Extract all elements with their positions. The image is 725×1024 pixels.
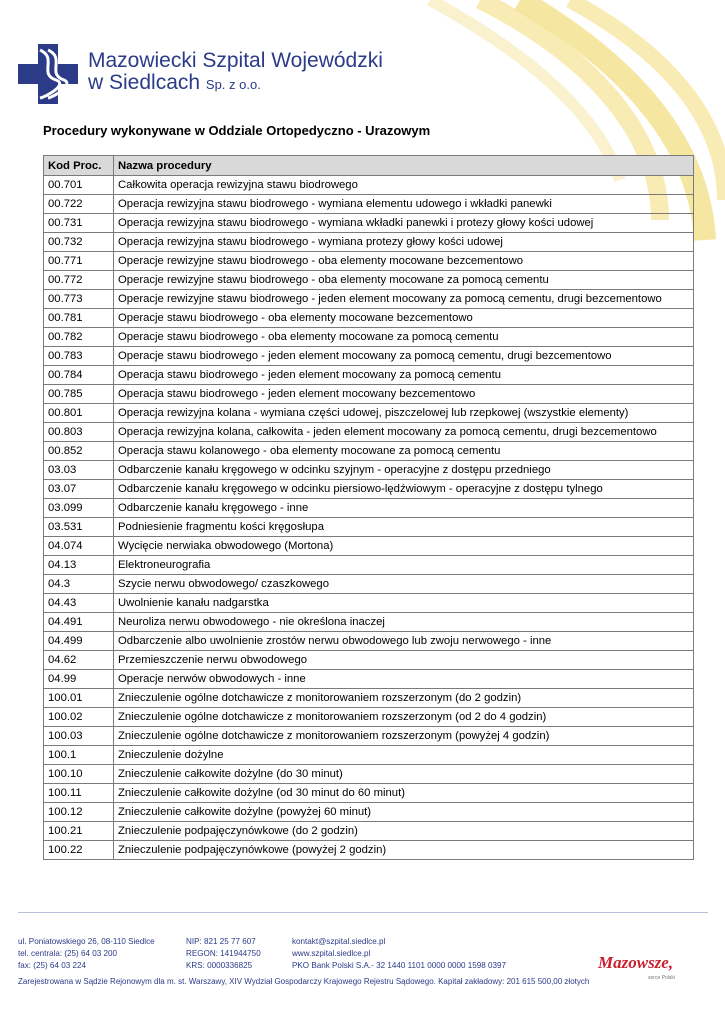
procedure-name: Operacja stawu biodrowego - jeden element mocowany za pomocą cementu (114, 366, 694, 385)
procedure-name: Odbarczenie kanału kręgowego w odcinku szyjnym - operacyjne z dostępu przedniego (114, 461, 694, 480)
procedure-code: 04.62 (44, 651, 114, 670)
procedure-name: Operacja stawu biodrowego - jeden element mocowany bezcementowo (114, 385, 694, 404)
procedure-name: Wycięcie nerwiaka obwodowego (Mortona) (114, 537, 694, 556)
table-header-row (44, 156, 694, 176)
table-row (44, 309, 694, 328)
procedure-code: 03.099 (44, 499, 114, 518)
procedure-code: 00.771 (44, 252, 114, 271)
procedure-name: Operacje nerwów obwodowych - inne (114, 670, 694, 689)
procedure-name: Operacja rewizyjna stawu biodrowego - wymiana elementu udowego i wkładki panewki (114, 195, 694, 214)
table-row (44, 651, 694, 670)
procedure-code: 100.1 (44, 746, 114, 765)
mazowsze-logo-tagline: serce Polski (648, 975, 675, 981)
footer-krs: KRS: 0000336825 (186, 961, 253, 970)
table-row (44, 423, 694, 442)
procedure-code: 04.074 (44, 537, 114, 556)
procedure-code: 100.02 (44, 708, 114, 727)
footer-fax: fax: (25) 64 03 224 (18, 961, 86, 970)
procedure-code: 00.722 (44, 195, 114, 214)
procedure-code: 00.773 (44, 290, 114, 309)
table-row (44, 176, 694, 195)
table-row (44, 518, 694, 537)
procedure-code: 100.03 (44, 727, 114, 746)
procedure-code: 00.782 (44, 328, 114, 347)
footer-bank: PKO Bank Polski S.A.- 32 1440 1101 0000 0000 1598 0397 (292, 961, 507, 970)
procedure-name: Odbarczenie kanału kręgowego w odcinku piersiowo-lędźwiowym - operacyjne z dostępu tylnego (114, 480, 694, 499)
table-row (44, 689, 694, 708)
procedure-name: Operacja rewizyjna stawu biodrowego - wymiana wkładki panewki i protezy głowy kości udowej (114, 214, 694, 233)
procedure-code: 100.22 (44, 841, 114, 860)
table-row (44, 442, 694, 461)
procedure-name: Neuroliza nerwu obwodowego - nie określona inaczej (114, 613, 694, 632)
procedure-code: 100.11 (44, 784, 114, 803)
table-row (44, 214, 694, 233)
document-title: Procedury wykonywane w Oddziale Ortopedyczno - Urazowym (43, 123, 431, 138)
footer-website[interactable]: www.szpital.siedlce.pl (292, 949, 371, 958)
procedure-name: Operacje rewizyjne stawu biodrowego - jeden element mocowany za pomocą cementu, drugi bezcementowo (114, 290, 694, 309)
procedure-code: 04.13 (44, 556, 114, 575)
procedure-name: Operacja rewizyjna kolana - wymiana części udowej, piszczelowej lub rzepkowej (wszystkie elementy) (114, 404, 694, 423)
table-row (44, 822, 694, 841)
hospital-logo-icon (18, 44, 78, 104)
table-row (44, 632, 694, 651)
table-row (44, 670, 694, 689)
procedure-name: Całkowita operacja rewizyjna stawu biodrowego (114, 176, 694, 195)
procedure-name: Operacje rewizyjne stawu biodrowego - oba elementy mocowane bezcementowo (114, 252, 694, 271)
table-row (44, 499, 694, 518)
procedure-code: 00.784 (44, 366, 114, 385)
procedure-name: Odbarczenie albo uwolnienie zrostów nerwu obwodowego lub zwoju nerwowego - inne (114, 632, 694, 651)
table-row (44, 708, 694, 727)
header (18, 40, 468, 110)
procedure-code: 00.801 (44, 404, 114, 423)
table-row (44, 594, 694, 613)
mazowsze-logo: Mazowsze, (598, 953, 674, 972)
organization-name-line2: w Siedlcach (88, 71, 201, 94)
table-row (44, 746, 694, 765)
procedure-code: 04.99 (44, 670, 114, 689)
footer-nip: NIP: 821 25 77 607 (186, 937, 256, 946)
procedure-name: Znieczulenie ogólne dotchawicze z monitorowaniem rozszerzonym (od 2 do 4 godzin) (114, 708, 694, 727)
table-row (44, 290, 694, 309)
table-row (44, 252, 694, 271)
table-row (44, 328, 694, 347)
procedure-code: 00.783 (44, 347, 114, 366)
procedure-name: Elektroneurografia (114, 556, 694, 575)
procedure-code: 03.03 (44, 461, 114, 480)
procedure-code: 00.701 (44, 176, 114, 195)
procedure-code: 00.772 (44, 271, 114, 290)
procedure-name: Znieczulenie dożylne (114, 746, 694, 765)
procedure-code: 00.803 (44, 423, 114, 442)
table-row (44, 461, 694, 480)
procedure-code: 04.3 (44, 575, 114, 594)
footer-registry: Zarejestrowana w Sądzie Rejonowym dla m. st. Warszawy, XIV Wydział Gospodarczy Krajowego Rejestru Sądowego. Kapitał zakładowy: 201 615 500,00 złotych (18, 977, 590, 986)
column-header-name: Nazwa procedury (114, 156, 694, 176)
footer-address: ul. Poniatowskiego 26, 08-110 Siedlce (18, 937, 155, 946)
table-row (44, 727, 694, 746)
table-row (44, 556, 694, 575)
procedure-name: Znieczulenie całkowite dożylne (do 30 minut) (114, 765, 694, 784)
procedure-name: Operacja stawu kolanowego - oba elementy mocowane za pomocą cementu (114, 442, 694, 461)
procedure-code: 00.852 (44, 442, 114, 461)
footer-regon: REGON: 141944750 (186, 949, 261, 958)
organization-name-line1: Mazowiecki Szpital Wojewódzki (88, 49, 383, 72)
procedure-code: 100.21 (44, 822, 114, 841)
procedure-name: Operacje stawu biodrowego - oba elementy mocowane za pomocą cementu (114, 328, 694, 347)
table-row (44, 575, 694, 594)
procedure-name: Znieczulenie całkowite dożylne (powyżej 60 minut) (114, 803, 694, 822)
table-row (44, 480, 694, 499)
procedure-code: 04.499 (44, 632, 114, 651)
footer-email[interactable]: kontakt@szpital.siedlce.pl (292, 937, 386, 946)
procedure-code: 100.12 (44, 803, 114, 822)
procedure-name: Operacja rewizyjna stawu biodrowego - wymiana protezy głowy kości udowej (114, 233, 694, 252)
procedure-code: 100.01 (44, 689, 114, 708)
procedure-code: 03.531 (44, 518, 114, 537)
procedures-table (43, 155, 694, 860)
procedure-name: Znieczulenie ogólne dotchawicze z monitorowaniem rozszerzonym (do 2 godzin) (114, 689, 694, 708)
procedure-name: Podniesienie fragmentu kości kręgosłupa (114, 518, 694, 537)
procedure-name: Operacje rewizyjne stawu biodrowego - oba elementy mocowane za pomocą cementu (114, 271, 694, 290)
procedure-name: Szycie nerwu obwodowego/ czaszkowego (114, 575, 694, 594)
table-row (44, 385, 694, 404)
table-row (44, 841, 694, 860)
procedure-name: Przemieszczenie nerwu obwodowego (114, 651, 694, 670)
table-row (44, 271, 694, 290)
footer-phone: tel. centrala: (25) 64 03 200 (18, 949, 117, 958)
table-row (44, 404, 694, 423)
table-row (44, 347, 694, 366)
procedure-name: Znieczulenie podpajęczynówkowe (powyżej 2 godzin) (114, 841, 694, 860)
procedure-name: Operacje stawu biodrowego - oba elementy mocowane bezcementowo (114, 309, 694, 328)
procedure-code: 00.732 (44, 233, 114, 252)
column-header-code: Kod Proc. (44, 156, 114, 176)
procedure-name: Operacje stawu biodrowego - jeden element mocowany za pomocą cementu, drugi bezcementowo (114, 347, 694, 366)
procedure-name: Odbarczenie kanału kręgowego - inne (114, 499, 694, 518)
procedure-code: 00.781 (44, 309, 114, 328)
procedure-name: Operacja rewizyjna kolana, całkowita - jeden element mocowany za pomocą cementu, drugi bezcementowo (114, 423, 694, 442)
table-row (44, 765, 694, 784)
procedure-name: Znieczulenie całkowite dożylne (od 30 minut do 60 minut) (114, 784, 694, 803)
table-row (44, 803, 694, 822)
procedure-name: Znieczulenie ogólne dotchawicze z monitorowaniem rozszerzonym (powyżej 4 godzin) (114, 727, 694, 746)
procedure-name: Uwolnienie kanału nadgarstka (114, 594, 694, 613)
table-row (44, 784, 694, 803)
organization-name (88, 50, 383, 96)
organization-suffix: Sp. z o.o. (205, 77, 261, 92)
procedure-code: 03.07 (44, 480, 114, 499)
procedure-code: 04.43 (44, 594, 114, 613)
procedure-code: 00.785 (44, 385, 114, 404)
procedure-code: 04.491 (44, 613, 114, 632)
footer-divider (18, 912, 708, 913)
procedure-code: 100.10 (44, 765, 114, 784)
table-row (44, 233, 694, 252)
procedure-name: Znieczulenie podpajęczynówkowe (do 2 godzin) (114, 822, 694, 841)
table-row (44, 537, 694, 556)
table-row (44, 195, 694, 214)
procedure-code: 00.731 (44, 214, 114, 233)
table-row (44, 613, 694, 632)
table-row (44, 366, 694, 385)
